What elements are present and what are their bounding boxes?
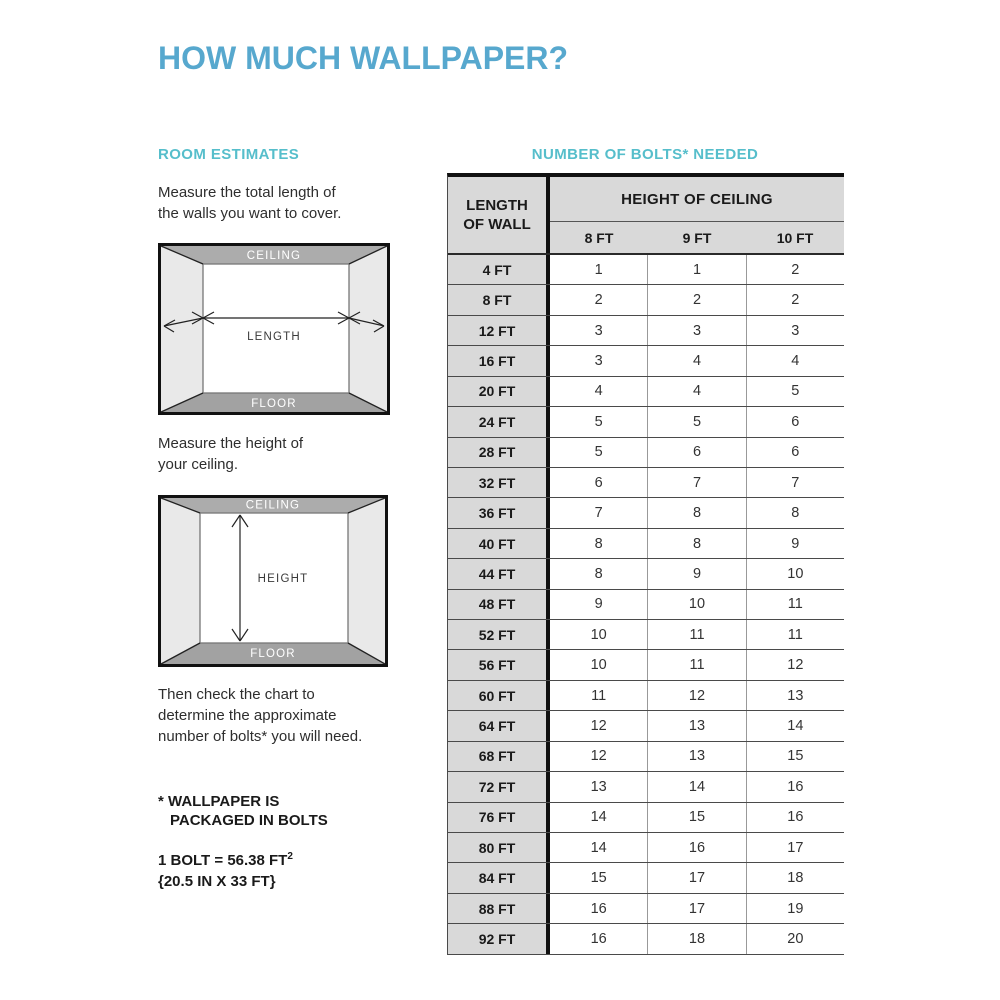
bolt-count-cell: 7: [647, 468, 745, 497]
bolt-count-cell: 7: [594, 505, 603, 522]
step3-instruction: [158, 684, 362, 747]
ceiling-label: CEILING: [246, 250, 302, 262]
bolt-count-cell: 12: [590, 718, 607, 735]
bolt-count-cell: 11: [746, 590, 844, 619]
table-row: [448, 742, 844, 772]
bolt-count-cell: 10: [746, 559, 844, 588]
step1-line2: the walls you want to cover.: [158, 205, 342, 222]
table-row: [448, 316, 844, 346]
bolt-count-cell: 20: [746, 924, 844, 953]
bolt-count-cell: 14: [590, 839, 607, 856]
bolt-size-line2: {20.5 IN X 33 FT}: [158, 873, 276, 890]
back-wall: [203, 264, 349, 393]
bolt-count-cell: 1: [647, 255, 745, 284]
height-label: HEIGHT: [257, 573, 309, 585]
table-row: [448, 772, 844, 802]
wall-length-cell: 36 FT: [448, 498, 550, 527]
bolt-count-cell: 6: [746, 407, 844, 436]
table-row: [448, 559, 844, 589]
table-row: [448, 620, 844, 650]
wall-length-cell: 32 FT: [448, 468, 550, 497]
table-row: [448, 468, 844, 498]
bolt-size-info: [158, 846, 293, 892]
table-row: [448, 894, 844, 924]
bolt-count-cell: 6: [594, 474, 603, 491]
bolt-count-cell: 12: [746, 650, 844, 679]
bolt-count-cell: 17: [647, 894, 745, 923]
step3-line1: Then check the chart to: [158, 686, 315, 703]
table-row: [448, 590, 844, 620]
bolt-count-cell: 1: [594, 261, 603, 278]
bolt-count-cell: 4: [746, 346, 844, 375]
wall-length-cell: 8 FT: [448, 285, 550, 314]
bolt-count-cell: 12: [590, 748, 607, 765]
table-row: [448, 529, 844, 559]
bolt-count-cell: 4: [647, 346, 745, 375]
bolt-count-cell: 2: [647, 285, 745, 314]
bolt-count-cell: 13: [746, 681, 844, 710]
subheader-8ft: 8 FT: [584, 229, 614, 246]
bolt-footnote: [158, 792, 328, 830]
bolt-count-cell: 13: [647, 742, 745, 771]
wall-length-cell: 20 FT: [448, 377, 550, 406]
bolt-count-cell: 17: [647, 863, 745, 892]
length-label: LENGTH: [247, 331, 301, 343]
bolt-count-cell: 6: [647, 438, 745, 467]
step1-line1: Measure the total length of: [158, 184, 336, 201]
table-row: [448, 438, 844, 468]
bolt-count-cell: 8: [647, 498, 745, 527]
wall-length-cell: 60 FT: [448, 681, 550, 710]
step3-line2: determine the approximate: [158, 707, 337, 724]
length-of-wall-header: [448, 177, 550, 253]
wall-length-cell: 40 FT: [448, 529, 550, 558]
ceiling-subheaders: [550, 222, 844, 253]
bolt-count-cell: 2: [594, 292, 603, 309]
step1-instruction: [158, 182, 341, 224]
bolt-count-cell: 16: [746, 803, 844, 832]
wall-length-cell: 52 FT: [448, 620, 550, 649]
subheader-9ft: 9 FT: [682, 229, 712, 246]
wall-length-cell: 16 FT: [448, 346, 550, 375]
step2-instruction: [158, 433, 303, 475]
footnote-line2: PACKAGED IN BOLTS: [170, 812, 328, 829]
bolt-count-cell: 4: [594, 383, 603, 400]
table-row: [448, 377, 844, 407]
step2-line1: Measure the height of: [158, 435, 304, 452]
bolt-count-cell: 14: [590, 809, 607, 826]
table-row: [448, 681, 844, 711]
wall-length-cell: 44 FT: [448, 559, 550, 588]
bolt-count-cell: 14: [647, 772, 745, 801]
table-row: [448, 833, 844, 863]
bolt-count-cell: 6: [746, 438, 844, 467]
bolt-count-cell: 3: [594, 352, 603, 369]
ceiling-height-diagram: [158, 495, 388, 667]
bolt-count-cell: 3: [746, 316, 844, 345]
bolt-count-cell: 18: [746, 863, 844, 892]
bolt-count-cell: 16: [590, 900, 607, 917]
ceiling-header-group: [550, 177, 844, 253]
table-body: [448, 255, 844, 955]
wall-length-cell: 92 FT: [448, 924, 550, 953]
subheader-10ft: 10 FT: [776, 229, 814, 246]
table-row: [448, 407, 844, 437]
bolt-count-cell: 19: [746, 894, 844, 923]
wall-length-cell: 4 FT: [448, 255, 550, 284]
table-header: [448, 177, 844, 255]
bolt-count-cell: 16: [647, 833, 745, 862]
table-row: [448, 803, 844, 833]
wall-length-cell: 80 FT: [448, 833, 550, 862]
length-header-line2: OF WALL: [463, 216, 531, 233]
bolt-count-cell: 16: [746, 772, 844, 801]
wall-length-cell: 48 FT: [448, 590, 550, 619]
floor-label: FLOOR: [251, 398, 297, 410]
bolt-count-cell: 3: [647, 316, 745, 345]
bolt-count-cell: 13: [647, 711, 745, 740]
height-of-ceiling-header: HEIGHT OF CEILING: [550, 177, 844, 222]
bolt-count-cell: 15: [746, 742, 844, 771]
bolt-count-cell: 8: [647, 529, 745, 558]
bolts-needed-heading: NUMBER OF BOLTS* NEEDED: [531, 146, 759, 163]
bolt-count-cell: 2: [746, 255, 844, 284]
bolt-count-cell: 11: [647, 620, 745, 649]
bolt-sq-exponent: 2: [287, 851, 293, 862]
bolt-count-cell: 11: [647, 650, 745, 679]
bolt-count-cell: 5: [746, 377, 844, 406]
bolt-count-cell: 9: [746, 529, 844, 558]
wall-length-cell: 56 FT: [448, 650, 550, 679]
table-row: [448, 498, 844, 528]
table-row: [448, 924, 844, 954]
wall-length-cell: 12 FT: [448, 316, 550, 345]
table-row: [448, 711, 844, 741]
bolt-count-cell: 17: [746, 833, 844, 862]
bolt-count-cell: 2: [746, 285, 844, 314]
table-row: [448, 255, 844, 285]
wall-length-cell: 76 FT: [448, 803, 550, 832]
bolt-count-cell: 4: [647, 377, 745, 406]
table-row: [448, 285, 844, 315]
bolt-count-cell: 10: [590, 657, 607, 674]
bolt-count-cell: 7: [746, 468, 844, 497]
footnote-line1: * WALLPAPER IS: [158, 793, 280, 810]
table-row: [448, 863, 844, 893]
bolt-count-cell: 8: [746, 498, 844, 527]
room-estimates-heading: ROOM ESTIMATES: [158, 146, 300, 163]
bolt-count-cell: 8: [594, 535, 603, 552]
bolt-count-cell: 15: [647, 803, 745, 832]
bolt-count-cell: 10: [590, 626, 607, 643]
table-row: [448, 346, 844, 376]
bolt-equation: 1 BOLT = 56.38 FT: [158, 852, 288, 869]
wall-length-cell: 24 FT: [448, 407, 550, 436]
bolt-count-cell: 10: [647, 590, 745, 619]
floor-label: FLOOR: [250, 648, 296, 660]
bolt-count-cell: 5: [647, 407, 745, 436]
wall-length-cell: 64 FT: [448, 711, 550, 740]
bolt-count-cell: 13: [590, 778, 607, 795]
bolt-count-cell: 11: [746, 620, 844, 649]
wall-length-cell: 68 FT: [448, 742, 550, 771]
bolt-count-cell: 5: [594, 413, 603, 430]
ceiling-label: CEILING: [245, 499, 301, 512]
bolt-count-cell: 8: [594, 565, 603, 582]
bolt-count-cell: 9: [594, 596, 603, 613]
bolt-count-cell: 5: [594, 444, 603, 461]
bolt-count-cell: 9: [647, 559, 745, 588]
wall-length-cell: 72 FT: [448, 772, 550, 801]
table-row: [448, 650, 844, 680]
step2-line2: your ceiling.: [158, 456, 239, 473]
bolt-count-cell: 15: [590, 870, 607, 887]
bolt-count-cell: 14: [746, 711, 844, 740]
bolts-table: [447, 173, 844, 955]
wall-length-cell: 28 FT: [448, 438, 550, 467]
bolt-count-cell: 12: [647, 681, 745, 710]
wall-length-cell: 88 FT: [448, 894, 550, 923]
wall-length-cell: 84 FT: [448, 863, 550, 892]
room-length-diagram: [158, 243, 390, 415]
bolt-count-cell: 16: [590, 930, 607, 947]
step3-line3: number of bolts* you will need.: [158, 728, 363, 745]
length-header-line1: LENGTH: [466, 197, 528, 214]
bolt-size-line1: [158, 846, 293, 871]
page-title: HOW MUCH WALLPAPER?: [158, 40, 569, 76]
bolt-count-cell: 11: [591, 687, 607, 704]
bolt-count-cell: 3: [594, 322, 603, 339]
bolt-count-cell: 18: [647, 924, 745, 953]
